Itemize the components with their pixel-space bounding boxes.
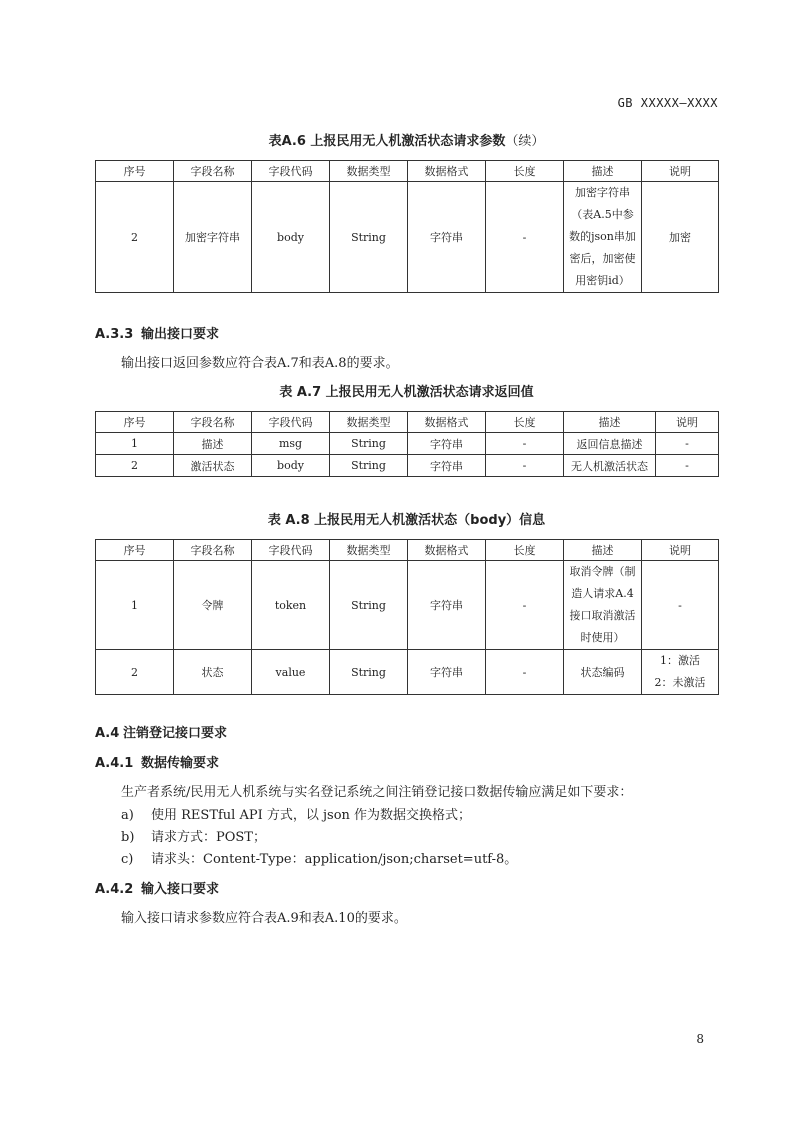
- column-header: 字段名称: [174, 161, 252, 182]
- list-item: [121, 848, 517, 867]
- note-line: 2：未激活: [654, 676, 706, 689]
- column-header: 数据格式: [408, 412, 486, 433]
- standard-number: GB XXXXX—XXXX: [617, 96, 718, 110]
- cell-no: 1: [96, 561, 174, 650]
- column-header: 数据格式: [408, 540, 486, 561]
- table-header-row: [96, 412, 719, 433]
- desc-line: 取消令牌（制: [569, 565, 636, 578]
- cell-length: -: [486, 182, 564, 293]
- section-heading-a33: [95, 323, 219, 342]
- cell-code: token: [252, 561, 330, 650]
- column-header: 数据类型: [330, 161, 408, 182]
- table-a8: [95, 539, 719, 695]
- column-header: 序号: [96, 540, 174, 561]
- cell-code: body: [252, 455, 330, 477]
- list-text: 请求头：Content-Type：application/json;charset=utf-8。: [151, 852, 518, 867]
- column-header: 数据格式: [408, 161, 486, 182]
- table-row: [96, 561, 719, 650]
- column-header: 说明: [642, 161, 719, 182]
- desc-line: 时使用）: [580, 631, 625, 644]
- column-header: 数据类型: [330, 540, 408, 561]
- cell-length: -: [486, 455, 564, 477]
- table-a6-title: 表A.6 上报民用无人机激活状态请求参数: [268, 134, 506, 149]
- cell-no: 2: [96, 455, 174, 477]
- list-marker: c): [121, 852, 134, 867]
- cell-type: String: [330, 561, 408, 650]
- column-header: 字段名称: [174, 540, 252, 561]
- cell-desc: [564, 650, 642, 695]
- section-title: 注销登记接口要求: [123, 726, 228, 741]
- cell-no: 2: [96, 650, 174, 695]
- table-a6-caption: [95, 130, 718, 149]
- section-number: A.4.1: [95, 756, 134, 771]
- note-line: 1：激活: [660, 654, 700, 667]
- cell-type: String: [330, 650, 408, 695]
- cell-note: -: [656, 433, 719, 455]
- note-line: -: [678, 598, 682, 612]
- table-row: [96, 455, 719, 477]
- column-header: 字段代码: [252, 412, 330, 433]
- section-number: A.4.2: [95, 882, 134, 897]
- cell-type: String: [330, 433, 408, 455]
- cell-desc: [564, 182, 642, 293]
- cell-format: 字符串: [408, 561, 486, 650]
- table-row: [96, 433, 719, 455]
- cell-code: value: [252, 650, 330, 695]
- cell-format: 字符串: [408, 433, 486, 455]
- cell-length: -: [486, 561, 564, 650]
- cell-name: 令牌: [174, 561, 252, 650]
- section-heading-a4: [95, 722, 227, 741]
- cell-desc: 无人机激活状态: [564, 455, 656, 477]
- table-header-row: [96, 161, 719, 182]
- cell-no: 1: [96, 433, 174, 455]
- section-number: A.3.3: [95, 327, 134, 342]
- cell-desc: 返回信息描述: [564, 433, 656, 455]
- desc-line: （表A.5中参: [571, 208, 634, 221]
- cell-format: 字符串: [408, 182, 486, 293]
- cell-length: -: [486, 433, 564, 455]
- list-text: 请求方式：POST；: [151, 830, 266, 845]
- cell-code: body: [252, 182, 330, 293]
- section-heading-a41: [95, 752, 219, 771]
- cell-name: 描述: [174, 433, 252, 455]
- cell-name: 状态: [174, 650, 252, 695]
- column-header: 长度: [486, 161, 564, 182]
- page-number: 8: [696, 1032, 704, 1046]
- table-a7: [95, 411, 719, 477]
- cell-type: String: [330, 455, 408, 477]
- cell-note: [642, 650, 719, 695]
- column-header: 长度: [486, 412, 564, 433]
- desc-line: 用密钥id）: [575, 274, 630, 287]
- column-header: 描述: [564, 540, 642, 561]
- desc-line: 造人请求A.4: [571, 587, 634, 600]
- desc-line: 加密字符串: [575, 186, 630, 199]
- cell-name: 激活状态: [174, 455, 252, 477]
- column-header: 说明: [656, 412, 719, 433]
- desc-line: 接口取消激活: [569, 609, 636, 622]
- section-title: 输入接口要求: [141, 882, 220, 897]
- list-marker: b): [121, 830, 135, 845]
- column-header: 数据类型: [330, 412, 408, 433]
- list-item: [121, 826, 266, 845]
- section-title: 数据传输要求: [141, 756, 220, 771]
- list-item: [121, 804, 471, 823]
- section-title: 输出接口要求: [141, 327, 220, 342]
- column-header: 字段代码: [252, 161, 330, 182]
- table-a7-caption: 表 A.7 上报民用无人机激活状态请求返回值: [279, 385, 534, 400]
- cell-length: -: [486, 650, 564, 695]
- cell-code: msg: [252, 433, 330, 455]
- column-header: 字段名称: [174, 412, 252, 433]
- table-row: [96, 182, 719, 293]
- cell-note: [642, 561, 719, 650]
- column-header: 说明: [642, 540, 719, 561]
- list-marker: a): [121, 808, 134, 823]
- column-header: 描述: [564, 412, 656, 433]
- cell-note: -: [656, 455, 719, 477]
- section-a41-text: 生产者系统/民用无人机系统与实名登记系统之间注销登记接口数据传输应满足如下要求：: [121, 785, 633, 800]
- table-header-row: [96, 540, 719, 561]
- table-row: [96, 650, 719, 695]
- cell-no: 2: [96, 182, 174, 293]
- table-a6: [95, 160, 719, 293]
- cell-name: 加密字符串: [174, 182, 252, 293]
- section-heading-a42: [95, 878, 219, 897]
- column-header: 序号: [96, 412, 174, 433]
- table-a6-continued-note: （续）: [505, 134, 545, 149]
- column-header: 字段代码: [252, 540, 330, 561]
- section-a42-text: 输入接口请求参数应符合表A.9和表A.10的要求。: [121, 911, 407, 926]
- column-header: 长度: [486, 540, 564, 561]
- column-header: 序号: [96, 161, 174, 182]
- cell-format: 字符串: [408, 650, 486, 695]
- desc-line: 状态编码: [580, 666, 625, 679]
- cell-format: 字符串: [408, 455, 486, 477]
- column-header: 描述: [564, 161, 642, 182]
- section-a33-text: 输出接口返回参数应符合表A.7和表A.8的要求。: [121, 356, 399, 371]
- cell-desc: [564, 561, 642, 650]
- cell-type: String: [330, 182, 408, 293]
- desc-line: 密后，加密使: [569, 252, 636, 265]
- section-number: A.4: [95, 726, 120, 741]
- desc-line: 数的json串加: [569, 230, 636, 243]
- table-a8-caption: 表 A.8 上报民用无人机激活状态（body）信息: [267, 513, 546, 528]
- cell-note: 加密: [642, 182, 719, 293]
- list-text: 使用 RESTful API 方式，以 json 作为数据交换格式；: [151, 808, 472, 823]
